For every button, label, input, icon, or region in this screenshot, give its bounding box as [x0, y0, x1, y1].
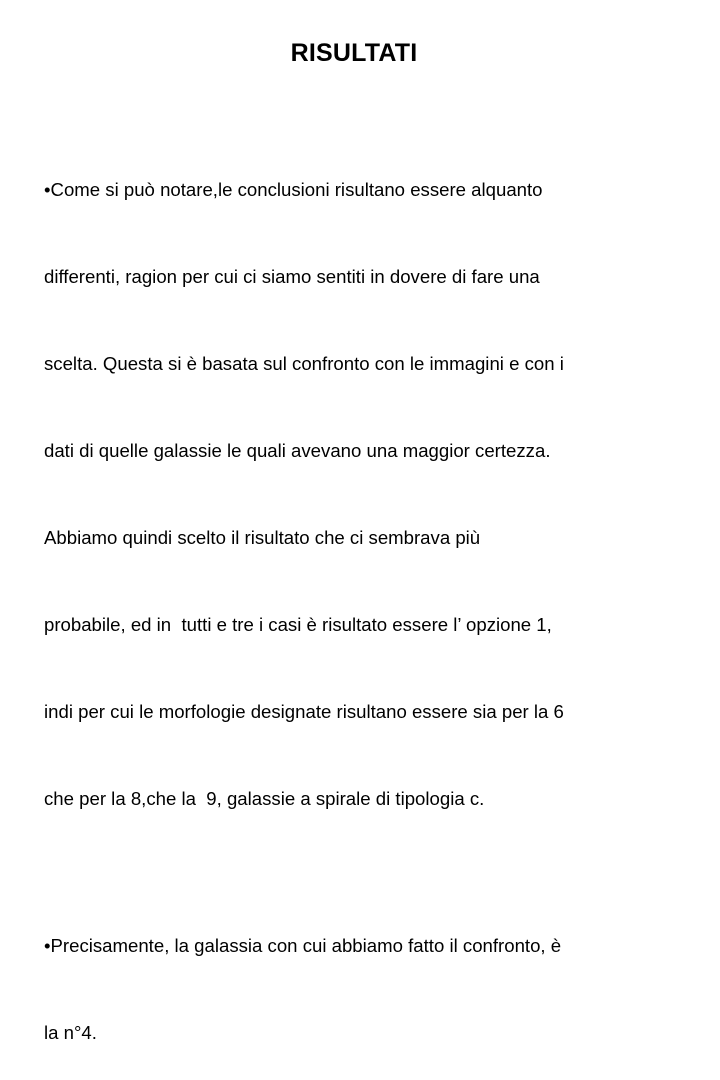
text-line: differenti, ragion per cui ci siamo sentiti in dovere di fare una [44, 266, 540, 287]
bullet-marker: • [44, 935, 51, 956]
text-line: che per la 8,che la 9, galassie a spirale di tipologia c. [44, 788, 485, 809]
bullet-paragraph-comparison [44, 873, 669, 1080]
text-line-content: Precisamente, la galassia con cui abbiamo fatto il confronto, è [50, 935, 562, 956]
text-line: dati di quelle galassie le quali avevano una maggior certezza. [44, 440, 551, 461]
slide-body [44, 117, 669, 1080]
text-line [44, 175, 669, 204]
bullet-marker: • [44, 179, 51, 200]
bullet-paragraph-results [44, 117, 669, 871]
text-line: probabile, ed in tutti e tre i casi è risultato essere l’ opzione 1, [44, 614, 552, 635]
text-line: scelta. Questa si è basata sul confronto con le immagini e con i [44, 353, 564, 374]
text-line: indi per cui le morfologie designate risultano essere sia per la 6 [44, 701, 564, 722]
text-line [44, 931, 669, 960]
text-line: la n°4. [44, 1022, 97, 1043]
text-line: Abbiamo quindi scelto il risultato che ci sembrava più [44, 527, 481, 548]
slide-title: RISULTATI [290, 39, 418, 67]
text-line-content: Come si può notare,le conclusioni risultano essere alquanto [50, 179, 543, 200]
